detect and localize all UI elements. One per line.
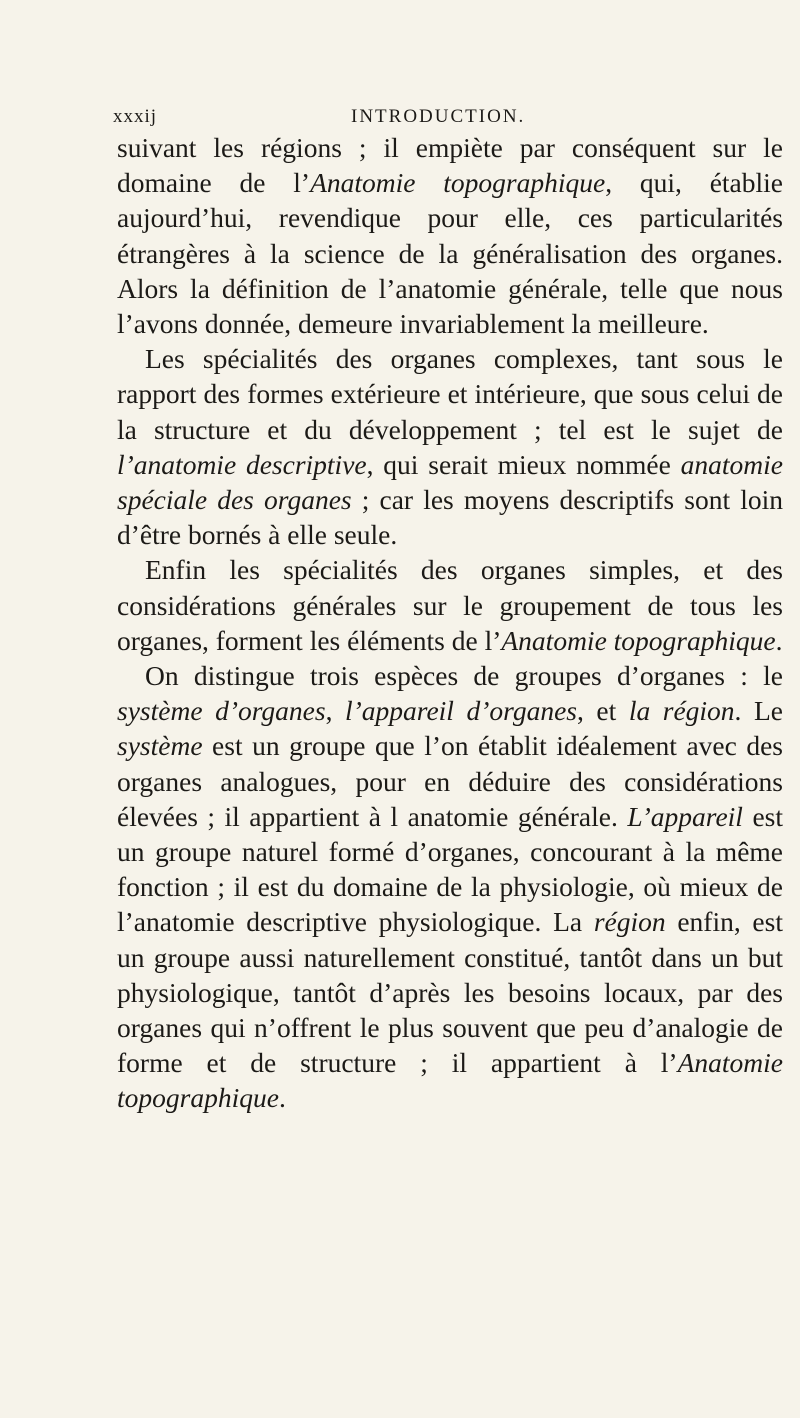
italic-term: la région [628, 695, 735, 727]
paragraph-3 [117, 552, 783, 658]
running-title: INTRODUCTION. [351, 106, 526, 127]
italic-term: l’appareil d’organes [344, 695, 577, 727]
text-run: On distingue trois espèces de groupes d’organes : le [145, 660, 783, 692]
italic-term: anatomie spéciale des organes [117, 448, 784, 516]
text-run: est un groupe naturel formé d’organes, concourant à la même fonction ; il est du domaine de la physiologie, où mieux de l’anatomie descriptive physiologique. La [117, 800, 783, 938]
italic-term: L’appareil [627, 800, 743, 832]
italic-term: région [593, 906, 666, 938]
text-run: , qui, établie aujourd’hui, revendique pour elle, ces particularités étrangères à la science de la généralisation des organes. Alors la définition de l’anatomie générale, telle que nous l’avons donnée, demeure invariablement la meilleure. [117, 167, 783, 340]
italic-term: Anatomie topographique [501, 624, 776, 656]
paragraph-2 [117, 341, 783, 552]
text-run: Enfin les spécialités des organes simples, et des considérations générales sur le groupement de tous les organes, forment les éléments de l’ [117, 554, 783, 656]
text-run: . [775, 624, 783, 656]
text-run: est un groupe que l’on établit idéalement avec des organes analogues, pour en déduire des considérations élevées ; il appartient à l anatomie générale. [117, 730, 783, 832]
text-run: . Le [734, 695, 783, 727]
text-run: , qui serait mieux nommée [366, 448, 681, 480]
text-run: Les spécialités des organes complexes, tant sous le rapport des formes extérieure et intérieure, que sous celui de la structure et du développement ; tel est le sujet de [117, 343, 783, 445]
text-run: enfin, est un groupe aussi naturellement constitué, tantôt dans un but physiologique, tantôt d’après les besoins locaux, par des organes qui n’offrent le plus souvent que peu d’analogie de forme et de structure ; il appartient à l’ [117, 906, 783, 1079]
italic-term: Anatomie topographique [117, 1047, 783, 1114]
italic-term: système d’organes [117, 695, 326, 727]
text-run: suivant les régions ; il empiète par conséquent sur le domaine de l’ [117, 132, 783, 199]
text-run: , [325, 695, 345, 727]
italic-term: Anatomie topographique [310, 167, 606, 199]
page-number: xxxij [113, 106, 158, 127]
text-run: . [278, 1082, 286, 1114]
text-run: ; car les moyens descriptifs sont loin d’être bornés à elle seule. [117, 484, 783, 551]
text-run: , et [577, 695, 629, 727]
paragraph-4 [117, 658, 783, 1116]
paragraph-1 [117, 130, 783, 341]
italic-term: l’anatomie descriptive [117, 448, 367, 480]
body-text [117, 130, 783, 1116]
italic-term: système [117, 730, 203, 762]
